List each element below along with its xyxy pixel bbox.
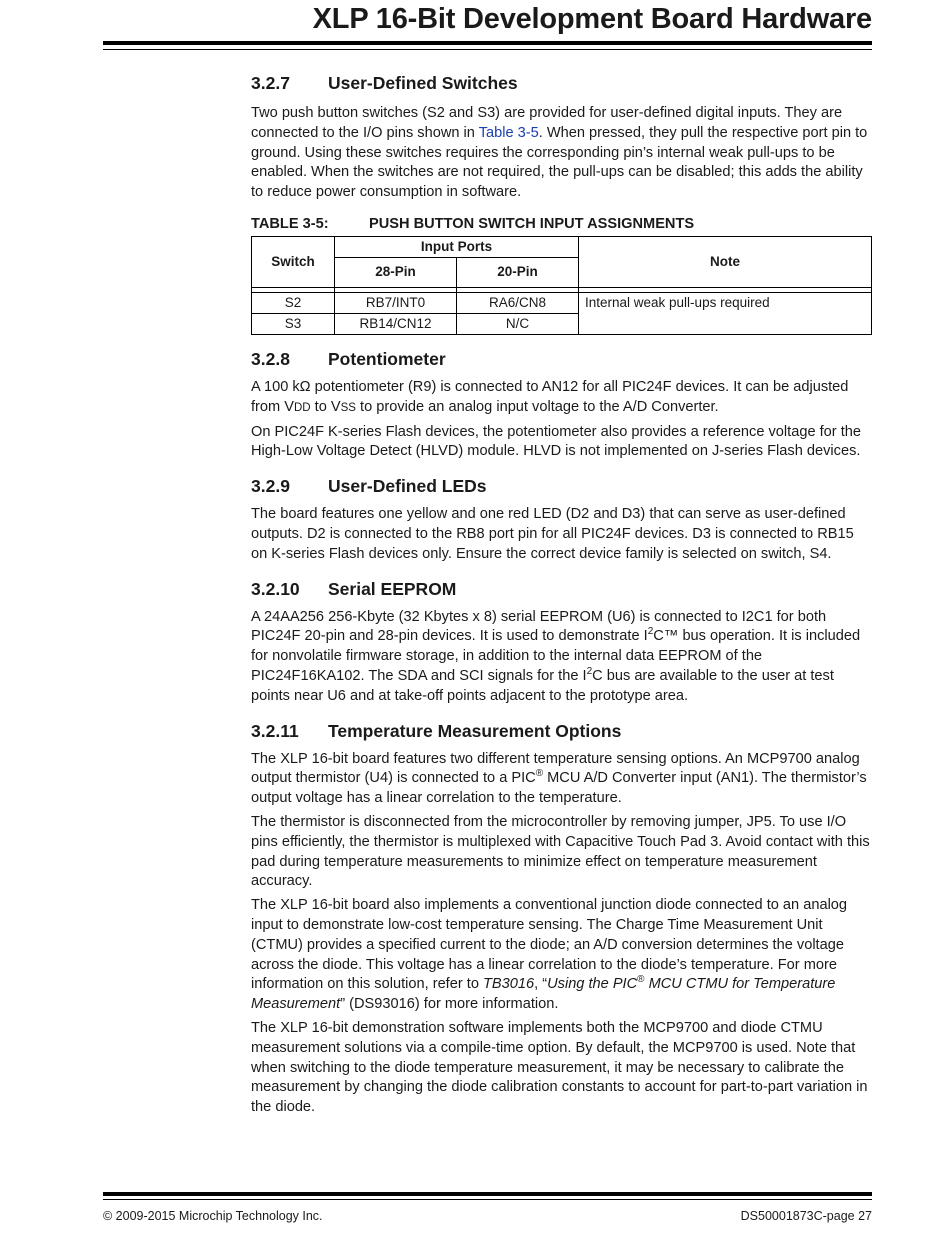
text-run: C bus are available to the user at test points near U6 and at take-off points adjacent to the prototype area. [251,667,834,704]
header-note: Note [579,236,872,287]
paragraph-potentiometer-1 [251,378,873,419]
text-run: to V [310,398,341,415]
superscript: ® [637,974,645,986]
section-title: User-Defined LEDs [328,476,487,497]
cell-note: Internal weak pull-ups required [579,292,872,334]
cell-switch: S2 [252,292,335,313]
footer-copyright: © 2009-2015 Microchip Technology Inc. [103,1209,323,1223]
text-run: MCU A/D Converter input (AN1). The thermistor’s output voltage has a linear correlation to the temperature. [251,770,867,807]
paragraph-temperature-2: The thermistor is disconnected from the microcontroller by removing jumper, JP5. To use I/O pins efficiently, the thermistor is multiplexed with Capacitive Touch Pad 3. Avoid contact with this pad during temperature measurements to minimize effect on temperature measurement accuracy. [251,813,870,890]
header-switch: Switch [252,236,335,287]
section-heading-3-2-10 [251,578,873,600]
cell-20-pin: RA6/CN8 [457,292,579,313]
paragraph-potentiometer-2: On PIC24F K-series Flash devices, the potentiometer also provides a reference voltage for the High-Low Voltage Detect (HLVD) module. HLVD is not implemented on J-series Flash devices. [251,423,862,460]
paragraph-leds: The board features one yellow and one red LED (D2 and D3) that can serve as user-defined outputs. D2 is connected to the RB8 port pin for all PIC24F devices. D3 is connected to RB15 on K-series Flash devices only. Ensure the correct device family is selected on switch, S4. [251,506,854,562]
table-caption [251,214,873,234]
table-caption-number: TABLE 3-5: [251,215,329,232]
cell-20-pin: N/C [457,313,579,334]
section-number: 3.2.9 [251,476,290,497]
paragraph-temperature-3 [251,896,873,1015]
text-run: The XLP 16-bit board also implements a conventional junction diode connected to an analog input to demonstrate low-cost temperature sensing. The Charge Time Measurement Unit (CTMU) provides a specified current to the diode; an A/D conversion determines the voltage across the diode. This voltage has a linear correlation to the diode’s temperature. For more information on this solution, refer to [251,897,848,993]
header-20-pin: 20-Pin [457,257,579,287]
section-title: Serial EEPROM [328,578,457,599]
document-reference: Using the PIC [547,976,638,993]
paragraph-temperature-4: The XLP 16-bit demonstration software implements both the MCP9700 and diode CTMU measurement solutions via a compile-time option. By default, the MCP9700 is used. Note that when switching to the diode temperature measurement, it may be necessary to calibrate the measurement by changing the diode calibration constants to account for part-to-part variation in the diode. [251,1019,868,1116]
table-header-row [252,236,872,257]
text-run: DD [293,401,311,414]
section-heading-3-2-7 [251,72,873,94]
superscript: 2 [647,626,654,638]
cell-28-pin: RB7/INT0 [335,292,457,313]
section-title: Temperature Measurement Options [328,720,622,741]
text-run: C™ bus operation. It is included for nonvolatile firmware storage, in addition to the internal data EEPROM of the PIC24F16KA102. The SDA and SCI signals for the I [251,628,861,684]
superscript: ® [535,768,544,780]
table-3-5-link[interactable]: Table 3-5 [478,124,539,141]
cell-switch: S3 [252,313,335,334]
text-run: SS [340,401,356,414]
document-reference: MCU CTMU for Temperature Measurement [251,976,836,1013]
section-title: Potentiometer [328,348,446,369]
text-run: . When pressed, they pull the respective port pin to ground. Using these switches requires the corresponding pin’s internal weak pull-ups to be enabled. When the switches are not required, the pull-ups can be disabled; this adds the ability to reduce power consumption in software. [251,124,868,201]
section-heading-3-2-8 [251,348,873,370]
cell-28-pin: RB14/CN12 [335,313,457,334]
document-body [251,72,873,1118]
page-header-title: XLP 16-Bit Development Board Hardware [312,3,872,35]
header-28-pin: 28-Pin [335,257,457,287]
paragraph-switches [251,104,873,203]
text-run: ” (DS93016) for more information. [340,996,559,1013]
table-row [252,292,872,313]
paragraph-eeprom [251,608,873,707]
section-number: 3.2.7 [251,73,290,93]
text-run: The XLP 16-bit board features two different temperature sensing options. An MCP9700 analog output thermistor (U4) is connected to a PIC [251,750,860,787]
text-run: to provide an analog input voltage to the A/D Converter. [355,398,719,415]
table-caption-title: PUSH BUTTON SWITCH INPUT ASSIGNMENTS [369,215,695,232]
text-run: A 100 kΩ potentiometer (R9) is connected to AN12 for all PIC24F devices. It can be adjusted from V [251,378,849,415]
text-run: A 24AA256 256-Kbyte (32 Kbytes x 8) serial EEPROM (U6) is connected to I2C1 for both PIC24F 20-pin and 28-pin devices. It is used to demonstrate I [251,608,827,645]
footer-page-number: DS50001873C-page 27 [740,1209,872,1223]
document-reference: TB3016 [483,976,535,993]
section-heading-3-2-9 [251,475,873,497]
footer-rule-thin [103,1199,872,1200]
header-input-ports: Input Ports [335,236,579,257]
text-run: , “ [534,976,548,993]
text-run: Two push button switches (S2 and S3) are provided for user-defined digital inputs. They are connected to the I/O pins shown in [251,105,843,141]
paragraph-temperature-1 [251,750,873,809]
section-heading-3-2-11 [251,720,873,742]
section-number: 3.2.8 [251,348,290,369]
superscript: 2 [586,666,593,678]
header-rule-thin [103,49,872,50]
section-number: 3.2.11 [251,720,299,741]
header-rule-thick [103,41,872,45]
switch-assignment-table [251,236,872,335]
section-title: User-Defined Switches [328,73,518,93]
footer-rule-thick [103,1192,872,1196]
section-number: 3.2.10 [251,578,300,599]
